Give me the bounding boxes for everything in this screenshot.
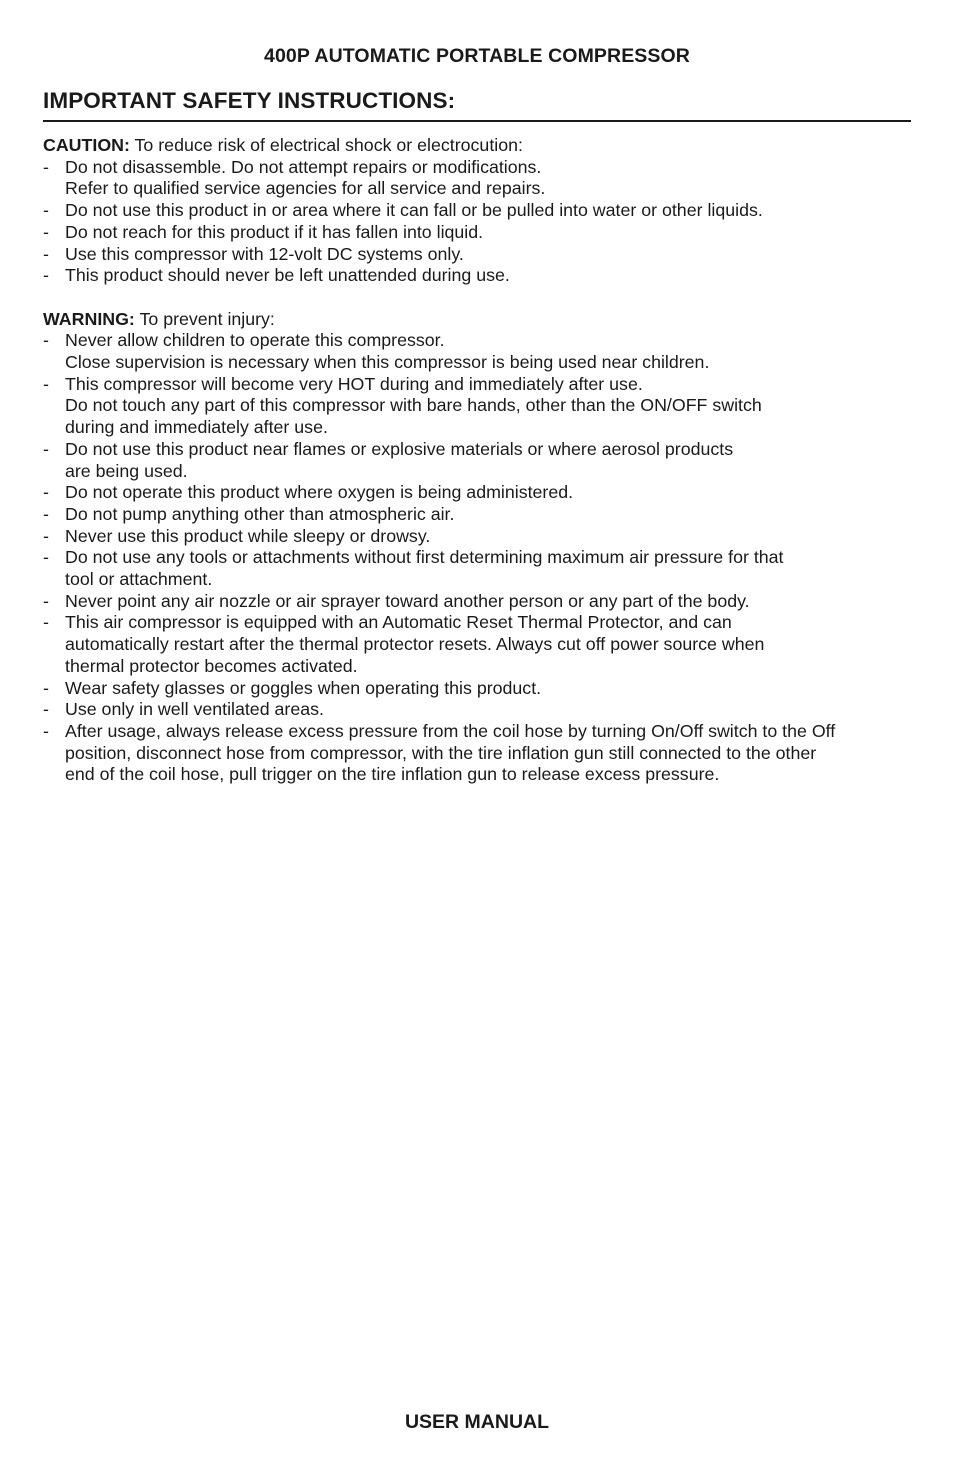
list-item-text: end of the coil hose, pull trigger on the tire inflation gun to release excess pressure.: [65, 764, 720, 785]
safety-content: [43, 135, 911, 786]
list-item: [43, 439, 911, 482]
section-divider: [43, 120, 911, 122]
bullet-dash: -: [43, 699, 49, 720]
bullet-dash: -: [43, 720, 49, 741]
list-item: [43, 678, 911, 700]
bullet-dash: -: [43, 525, 49, 546]
caution-list: [43, 157, 911, 287]
bullet-dash: -: [43, 200, 49, 221]
list-item: [43, 482, 911, 504]
section-gap: [43, 287, 911, 309]
list-item-text: Do not reach for this product if it has fallen into liquid.: [65, 221, 484, 242]
list-item-text: Use only in well ventilated areas.: [65, 699, 324, 720]
list-item-text: After usage, always release excess pressure from the coil hose by turning On/Off switch to the Off: [65, 720, 836, 741]
warning-label: WARNING:: [43, 308, 135, 329]
list-item-text: Do not use this product in or area where it can fall or be pulled into water or other liquids.: [65, 200, 763, 221]
list-item: [43, 222, 911, 244]
list-item-text: thermal protector becomes activated.: [65, 655, 358, 676]
bullet-dash: -: [43, 590, 49, 611]
manual-header-title: 400P AUTOMATIC PORTABLE COMPRESSOR: [264, 45, 690, 67]
list-item: [43, 721, 911, 786]
bullet-dash: -: [43, 330, 49, 351]
list-item: [43, 244, 911, 266]
warning-list: [43, 330, 911, 786]
list-item-text: automatically restart after the thermal protector resets. Always cut off power source when: [65, 634, 765, 655]
bullet-dash: -: [43, 547, 49, 568]
list-item: [43, 200, 911, 222]
list-item-text: Never point any air nozzle or air sprayer toward another person or any part of the body.: [65, 590, 750, 611]
list-item: [43, 591, 911, 613]
list-item-text: Refer to qualified service agencies for all service and repairs.: [65, 178, 546, 199]
list-item-text: Never use this product while sleepy or drowsy.: [65, 525, 431, 546]
list-item: [43, 330, 911, 373]
list-item: [43, 699, 911, 721]
list-item-text: Use this compressor with 12-volt DC systems only.: [65, 243, 464, 264]
list-item-text: Do not use this product near flames or explosive materials or where aerosol products: [65, 438, 734, 459]
caution-intro: To reduce risk of electrical shock or electrocution:: [129, 135, 523, 155]
list-item-text: This product should never be left unattended during use.: [65, 265, 510, 286]
warning-intro: To prevent injury:: [134, 308, 275, 329]
list-item-text: Close supervision is necessary when this compressor is being used near children.: [65, 352, 710, 373]
list-item-text: This air compressor is equipped with an Automatic Reset Thermal Protector, and can: [65, 612, 732, 633]
list-item-text: Do not operate this product where oxygen is being administered.: [65, 482, 574, 503]
bullet-dash: -: [43, 503, 49, 524]
caution-lead: [43, 135, 911, 157]
bullet-dash: -: [43, 243, 49, 264]
bullet-dash: -: [43, 265, 49, 286]
list-item-text: Do not touch any part of this compressor with bare hands, other than the ON/OFF switch: [65, 395, 762, 416]
list-item-text: Do not disassemble. Do not attempt repairs or modifications.: [65, 156, 542, 177]
section-title: IMPORTANT SAFETY INSTRUCTIONS:: [43, 88, 456, 113]
list-item: [43, 157, 911, 200]
list-item: [43, 504, 911, 526]
bullet-dash: -: [43, 156, 49, 177]
bullet-dash: -: [43, 482, 49, 503]
caution-label: CAUTION:: [43, 135, 130, 155]
bullet-dash: -: [43, 373, 49, 394]
list-item-text: Do not pump anything other than atmospheric air.: [65, 503, 455, 524]
list-item-text: This compressor will become very HOT during and immediately after use.: [65, 373, 643, 394]
warning-lead: [43, 309, 911, 331]
bullet-dash: -: [43, 221, 49, 242]
list-item-text: Never allow children to operate this compressor.: [65, 330, 445, 351]
list-item-text: tool or attachment.: [65, 569, 213, 590]
list-item-text: during and immediately after use.: [65, 417, 328, 438]
list-item-text: Wear safety glasses or goggles when operating this product.: [65, 677, 542, 698]
list-item: [43, 265, 911, 287]
list-item-text: are being used.: [65, 460, 188, 481]
bullet-dash: -: [43, 612, 49, 633]
footer-label: USER MANUAL: [404, 1411, 550, 1433]
list-item: [43, 374, 911, 439]
list-item-text: Do not use any tools or attachments without first determining maximum air pressure for that: [65, 547, 784, 568]
list-item: [43, 547, 911, 590]
bullet-dash: -: [43, 438, 49, 459]
list-item-text: position, disconnect hose from compressor, with the tire inflation gun still connected to the other: [65, 742, 817, 763]
list-item: [43, 612, 911, 677]
bullet-dash: -: [43, 677, 49, 698]
list-item: [43, 526, 911, 548]
